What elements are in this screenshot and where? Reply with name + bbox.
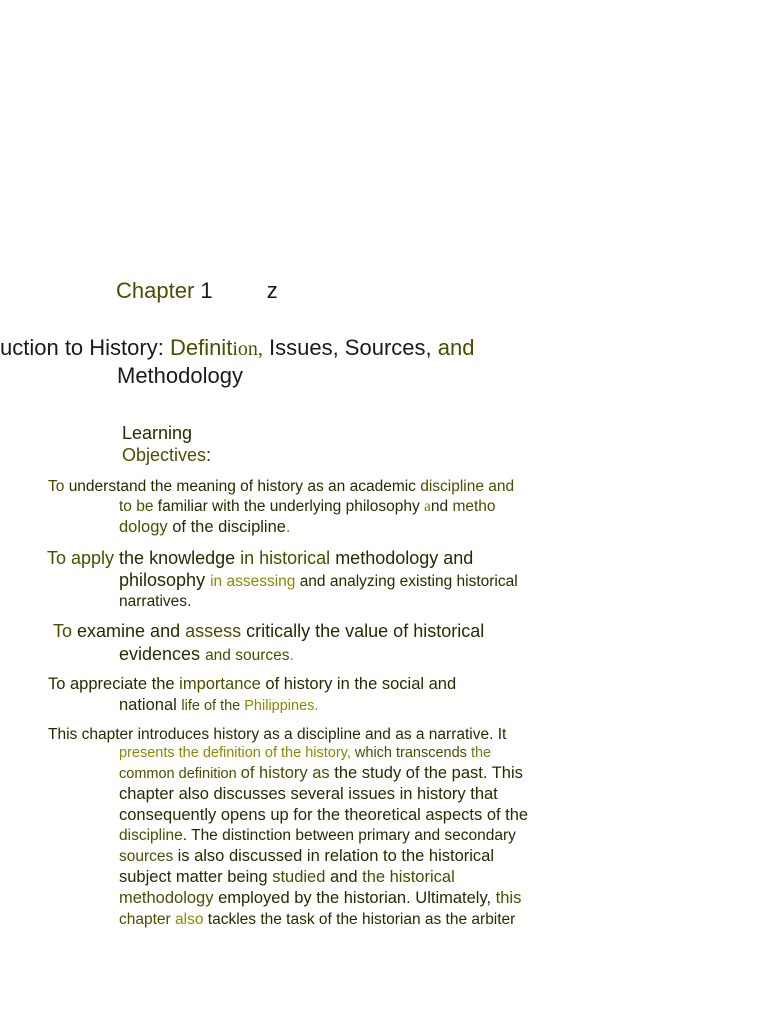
learning-objectives-heading-1: Learning [122,423,193,443]
summary-line-1: This chapter introduces history as a discipline and as a narrative. It [48,726,507,743]
summary-line-7: sources is also discussed in relation to the historical [119,847,495,865]
objective-2-line-2: philosophy in assessing and analyzing existing historical [119,570,518,590]
summary-line-4: chapter also discusses several issues in history that [119,785,498,803]
summary-line-5: consequently opens up for the theoretical aspects of the [119,806,529,824]
objective-2-line-3: narratives. [119,593,192,610]
chapter-heading [116,278,278,304]
objective-1-line-2: to be familiar with the underlying philosophy and metho [119,498,496,515]
objective-3-line-1: To examine and assess critically the value of historical [53,621,485,641]
objective-2-line-1: To apply the knowledge in historical methodology and [47,548,474,568]
chapter-extra-mark: z [266,278,278,303]
objective-4-line-1: To appreciate the importance of history in the social and [48,675,457,693]
objective-1-line-1: To understand the meaning of history as an academic discipline and [48,478,515,495]
objective-4-line-2: national life of the Philippines. [119,696,319,714]
chapter-title-line-1: uction to History: Definition, Issues, Sources, and [0,335,475,360]
summary-line-3: common definition of history as the study of the past. This [119,764,523,782]
chapter-word: Chapter [116,278,195,303]
summary-line-6: discipline. The distinction between primary and secondary [119,827,516,844]
chapter-title-line-2: Methodology [117,363,243,388]
summary-line-8: subject matter being studied and the historical [119,868,455,886]
objective-3-line-2: evidences and sources. [119,644,294,664]
chapter-number: 1 [200,278,213,303]
objective-1-line-3: dology of the discipline. [119,518,291,536]
learning-objectives-heading-2: Objectives: [122,445,212,465]
summary-line-9: methodology employed by the historian. Ultimately, this [119,889,522,907]
summary-line-10: chapter also tackles the task of the historian as the arbiter [119,911,516,928]
summary-line-2: presents the definition of the history, which transcends the [119,745,492,761]
